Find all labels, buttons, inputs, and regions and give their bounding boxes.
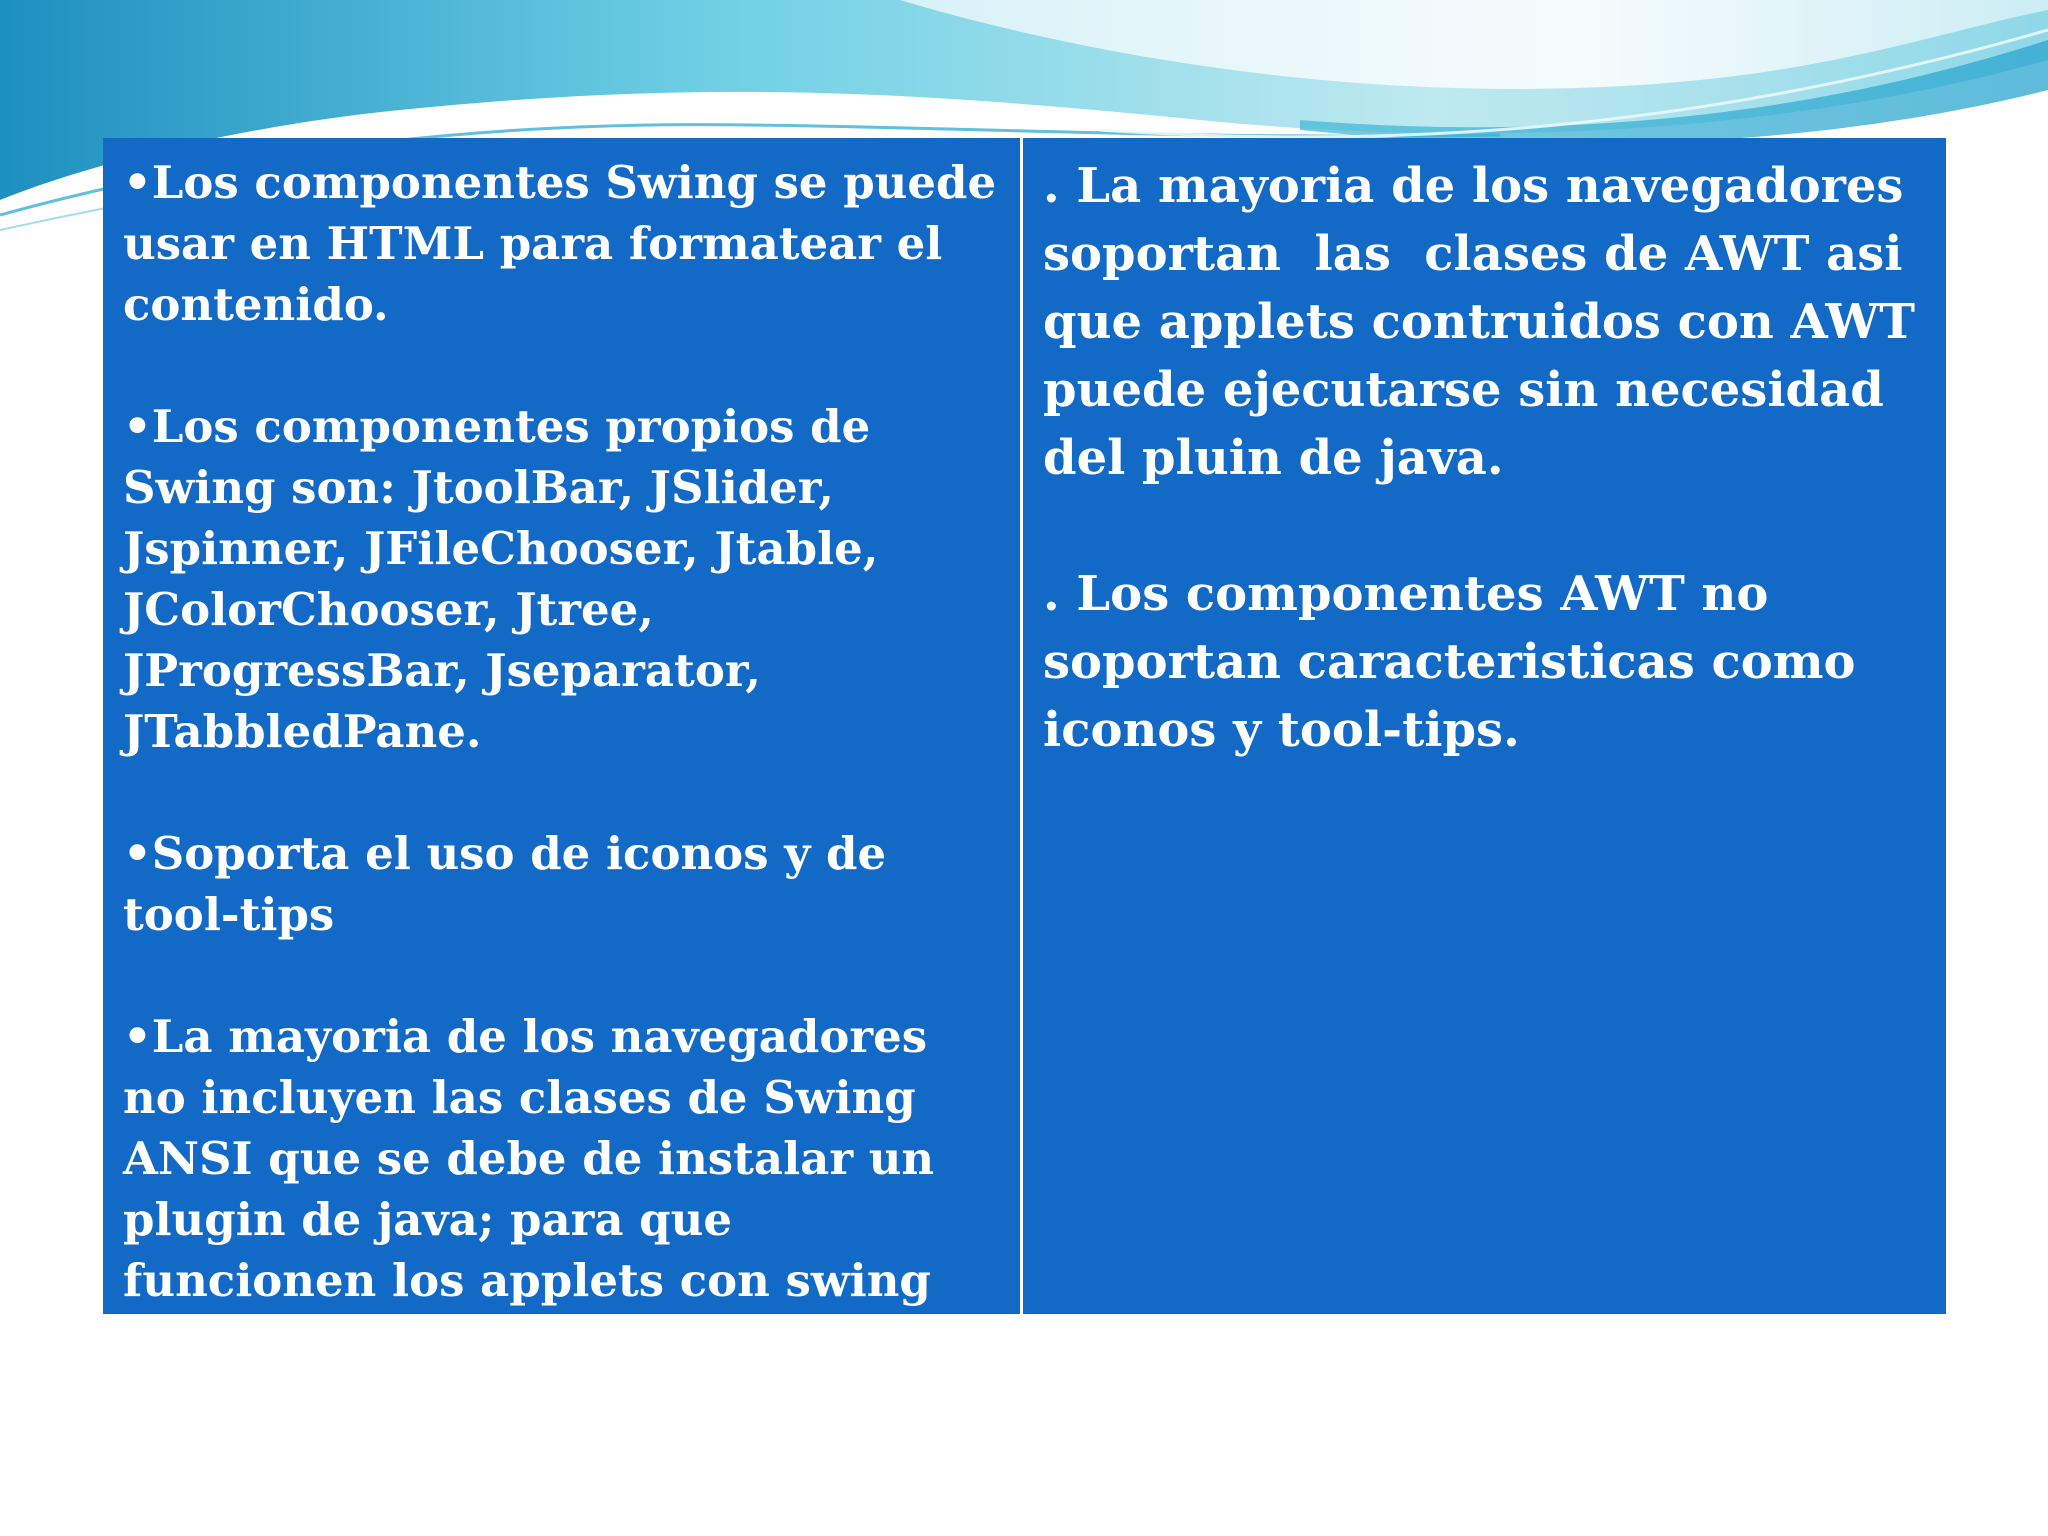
swing-point-html: •Los componentes Swing se puede usar en HTML para formatear el contenido. [123, 156, 1012, 331]
swing-point-components: •Los componentes propios de Swing son: JtoolBar, JSlider, Jspinner, JFileChooser, Jtable, JColorChooser, Jtree, JProgressBar, Jseparator, JTabbledPane. [123, 400, 895, 758]
awt-point-features: . Los componentes AWT no soportan caracteristicas como iconos y tool-tips. [1043, 566, 1873, 758]
awt-point-browsers: . La mayoria de los navegadores soportan las clases de AWT asi que applets contruidos con AWT puede ejecutarse sin necesidad del pluin de java. [1043, 158, 1932, 486]
awt-column [1023, 138, 1946, 1314]
comparison-table [103, 138, 1946, 1314]
swing-column [103, 138, 1023, 1314]
swing-point-browsers: •La mayoria de los navegadores no incluyen las clases de Swing ANSI que se debe de instalar un plugin de java; para que funcionen los applets con swing [123, 1010, 950, 1307]
swing-point-icons: •Soporta el uso de iconos y de tool-tips [123, 827, 902, 941]
